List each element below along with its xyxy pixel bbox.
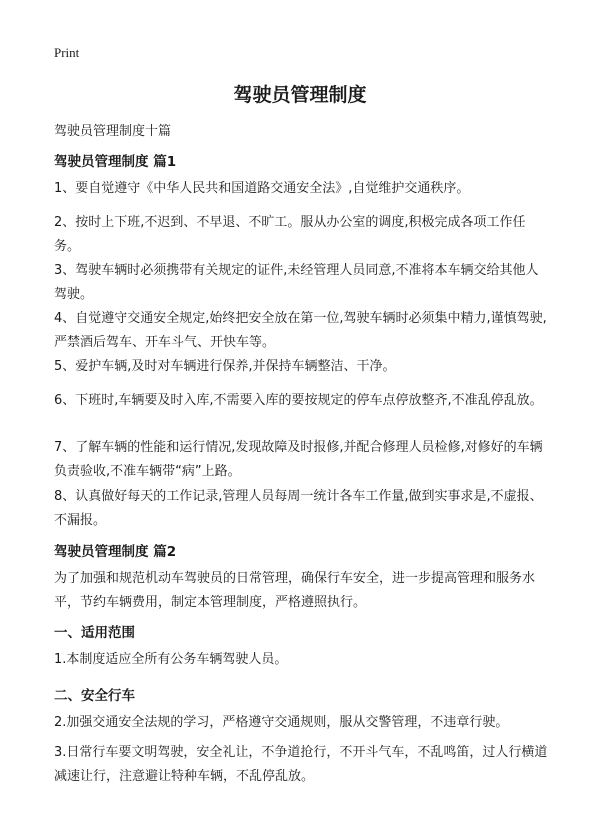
list-item: 4、自觉遵守交通安全规定,始终把安全放在第一位,驾驶车辆时必须集中精力,谨慎驾驶,严禁酒后驾车、开车斗气、开快车等。 <box>54 311 547 350</box>
list-item: 3.日常行车要文明驾驶，安全礼让，不争道抢行，不开斗气车，不乱鸣笛，过人行横道减速让行，注意避让特种车辆，不乱停乱放。 <box>54 745 548 784</box>
document-subtitle: 驾驶员管理制度十篇 <box>54 124 172 139</box>
list-item: 8、认真做好每天的工作记录,管理人员每周一统计各车工作量,做到实事求是,不虚报、不漏报。 <box>54 489 543 528</box>
print-link[interactable]: Print <box>54 45 80 60</box>
list-item: 5、爱护车辆,及时对车辆进行保养,并保持车辆整洁、干净。 <box>54 359 396 374</box>
list-item: 1.本制度适应全所有公务车辆驾驶人员。 <box>54 652 288 667</box>
page-title: 驾驶员管理制度 <box>233 84 367 106</box>
section-heading-2: 驾驶员管理制度 篇2 <box>54 544 177 560</box>
part-heading-scope: 一、适用范围 <box>54 625 135 641</box>
list-item: 1、要自觉遵守《中华人民共和国道路交通安全法》,自觉维护交通秩序。 <box>54 181 470 196</box>
list-item: 6、下班时,车辆要及时入库,不需要入库的要按规定的停车点停放整齐,不准乱停乱放。 <box>54 393 543 408</box>
section-intro: 为了加强和规范机动车驾驶员的日常管理，确保行车安全，进一步提高管理和服务水平，节约车辆费用，制定本管理制度，严格遵照执行。 <box>54 571 536 610</box>
list-item: 3、驾驶车辆时必须携带有关规定的证件,未经管理人员同意,不准将本车辆交给其他人驾驶。 <box>54 263 539 302</box>
part-heading-safety: 二、安全行车 <box>54 688 135 704</box>
list-item: 2、按时上下班,不迟到、不早退、不旷工。服从办公室的调度,积极完成各项工作任务。 <box>54 215 526 254</box>
list-item: 7、了解车辆的性能和运行情况,发现故障及时报修,并配合修理人员检修,对修好的车辆负责验收,不准车辆带“病”上路。 <box>54 440 543 479</box>
list-item: 2.加强交通安全法规的学习，严格遵守交通规则，服从交警管理，不违章行驶。 <box>54 715 509 730</box>
section-heading-1: 驾驶员管理制度 篇1 <box>54 154 177 170</box>
